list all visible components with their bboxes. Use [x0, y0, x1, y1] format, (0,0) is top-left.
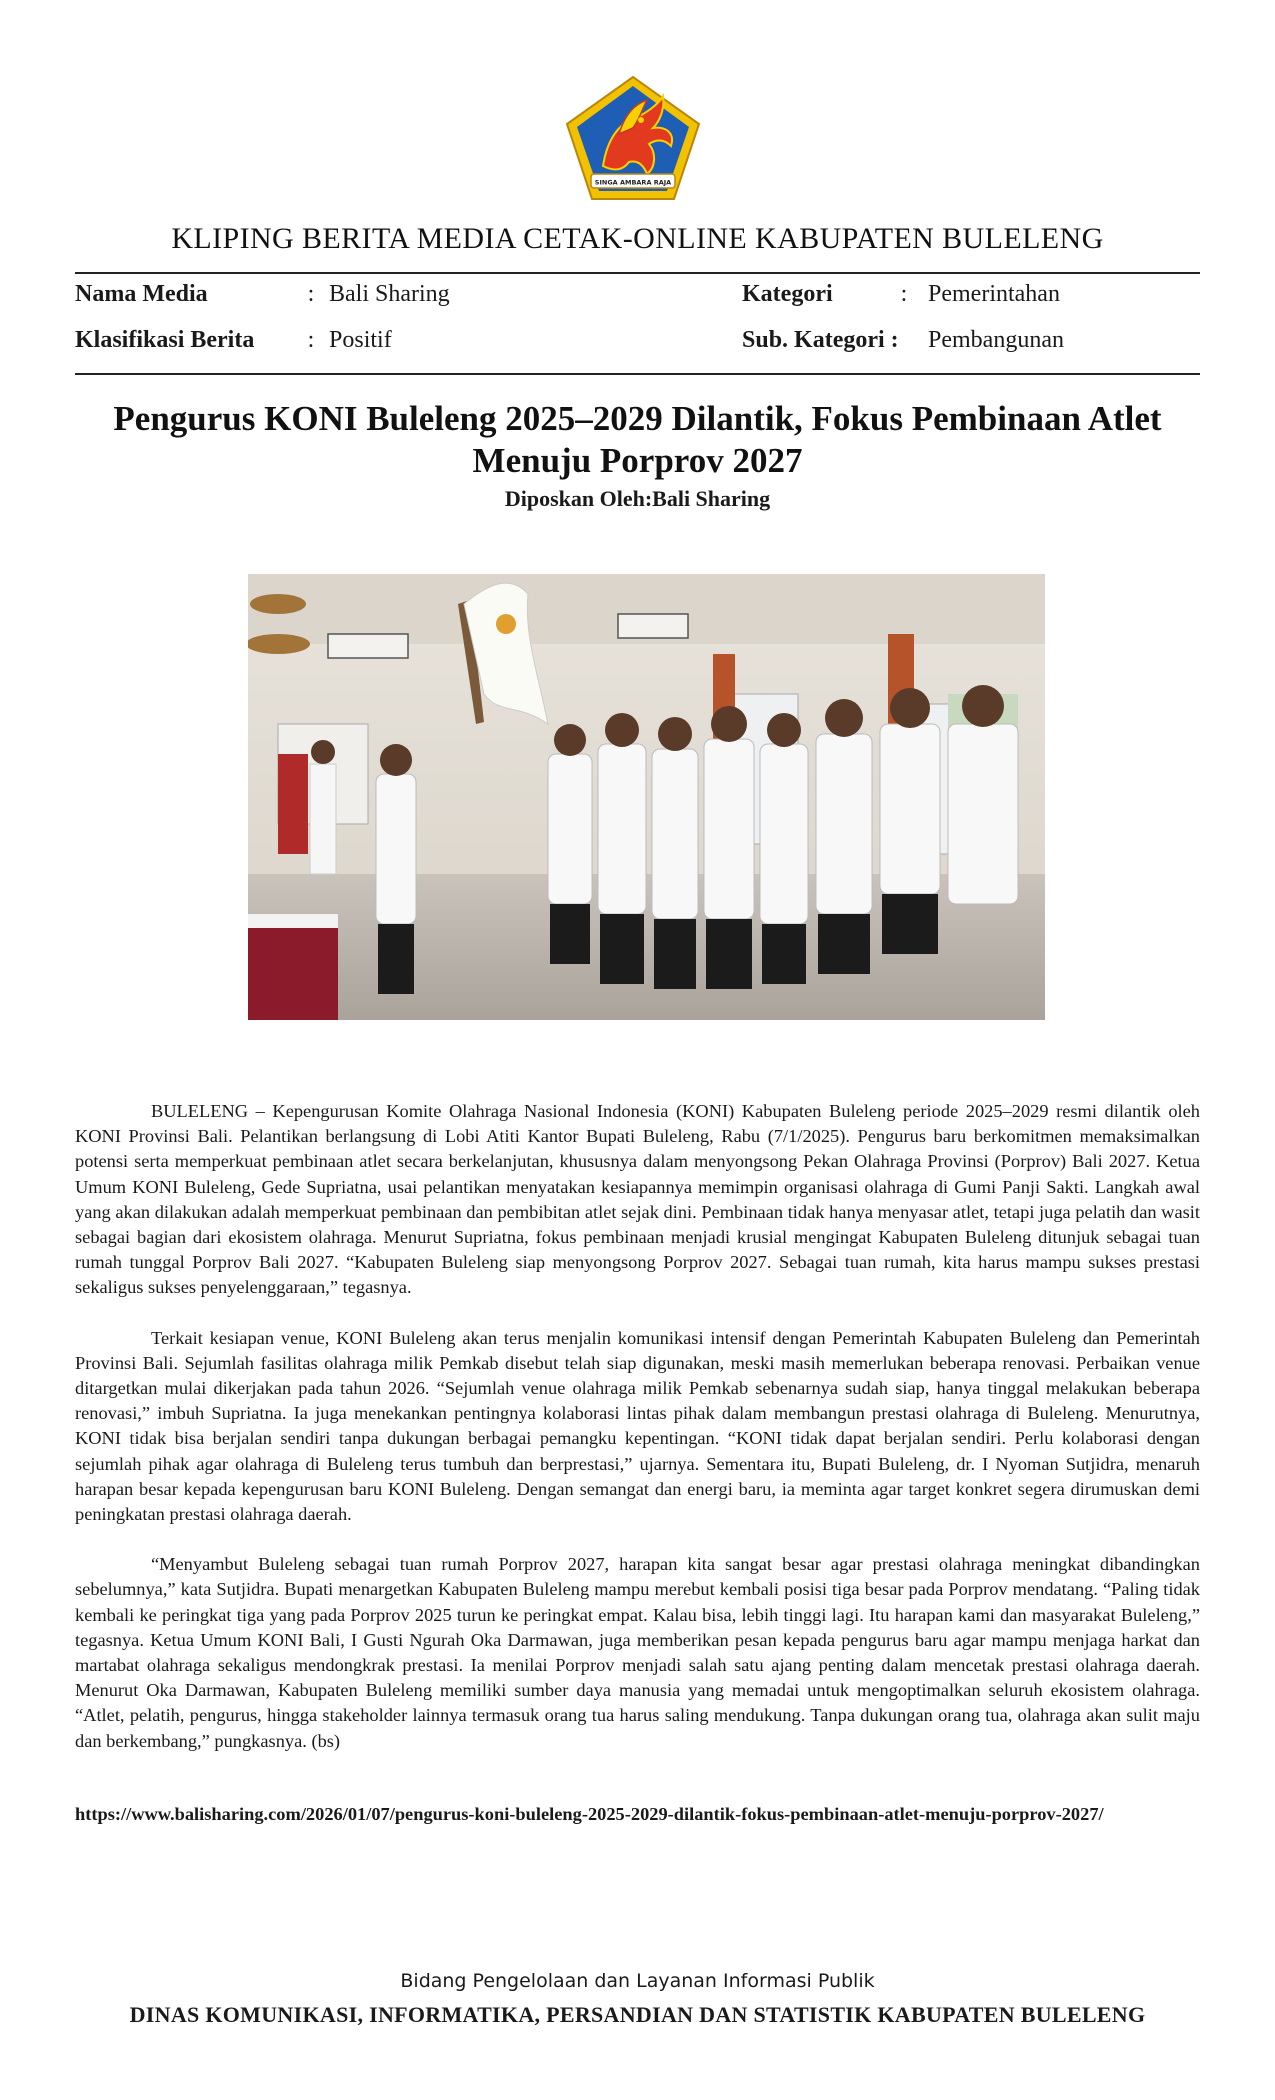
header-bottom-rule — [75, 373, 1200, 375]
meta-klasifikasi — [75, 327, 392, 354]
article-paragraph-1: BULELENG – Kepengurusan Komite Olahraga Nasional Indonesia (KONI) Kabupaten Buleleng periode 2025–2029 resmi dilantik oleh KONI Provinsi Bali. Pelantikan berlangsung di Lobi Atiti Kantor Bupati Buleleng, Rabu (7/1/2025). Pengurus baru berkomitmen memaksimalkan potensi serta memperkuat pembinaan atlet secara berkelanjutan, khususnya dalam menyongsong Pekan Olahraga Provinsi (Porprov) Bali 2027. Ketua Umum KONI Buleleng, Gede Supriatna, usai pelantikan menyatakan kesiapannya memimpin organisasi olahraga di Gumi Panji Sakti. Langkah awal yang akan dilakukan adalah memperkuat pembinaan dan pembibitan atlet sejak dini. Pembinaan tidak hanya menyasar atlet, tetapi juga pelatih dan wasit sebagai bagian dari ekosistem olahraga. Menurut Supriatna, fokus pembinaan menjadi krusial mengingat Kabupaten Buleleng ditunjuk sebagai tuan rumah tunggal Porprov Bali 2027. “Kabupaten Buleleng siap menyongsong Porprov 2027. Sebagai tuan rumah, kita harus mampu sukses prestasi sekaligus sukses penyelenggaraan,” tegasnya. — [75, 1101, 1200, 1298]
header-top-rule — [75, 272, 1200, 274]
colon-separator: : — [900, 281, 908, 307]
colon-separator: : — [307, 281, 315, 307]
article-paragraph-2: Terkait kesiapan venue, KONI Buleleng akan terus menjalin komunikasi intensif dengan Pemerintah Kabupaten Buleleng dan Pemerintah Provinsi Bali. Sejumlah fasilitas olahraga milik Pemkab disebut telah siap digunakan, meski masih memerlukan beberapa renovasi. Perbaikan venue ditargetkan mulai dikerjakan pada tahun 2026. “Sejumlah venue olahraga milik Pemkab sebenarnya sudah siap, hanya tinggal melakukan beberapa renovasi,” imbuh Supriatna. Ia juga menekankan pentingnya kolaborasi lintas pihak dalam membangun prestasi olahraga di Buleleng. Menurutnya, KONI tidak bisa berjalan sendiri tanpa dukungan berbagai pemangku kepentingan. “KONI tidak dapat berjalan sendiri. Perlu kolaborasi dengan sejumlah pihak agar olahraga di Buleleng terus tumbuh dan berprestasi,” ujarnya. Sementara itu, Bupati Buleleng, dr. I Nyoman Sutjidra, menaruh harapan besar kepada kepengurusan baru KONI Buleleng. Dengan semangat dan energi baru, ia meminta agar target konkret segera dirumuskan demi peningkatan prestasi olahraga daerah. — [75, 1327, 1200, 1525]
article-title: Pengurus KONI Buleleng 2025–2029 Dilantik, Fokus Pembinaan Atlet Menuju Porprov 2027 — [113, 399, 1162, 480]
sub-kategori-value: Pembangunan — [928, 327, 1064, 353]
article-paragraph-3: “Menyambut Buleleng sebagai tuan rumah Porprov 2027, harapan kita sangat besar agar prestasi olahraga meningkat dibandingkan sebelumnya,” kata Sutjidra. Bupati menargetkan Kabupaten Buleleng mampu merebut kembali posisi tiga besar pada Porprov mendatang. “Paling tidak kembali ke peringkat tiga yang pada Porprov 2025 turun ke peringkat empat. Kalau bisa, lebih tinggi lagi. Itu harapan kami dan masyarakat Buleleng,” tegasnya. Ketua Umum KONI Bali, I Gusti Ngurah Oka Darmawan, juga memberikan pesan kepada pengurus baru agar mampu menjaga harkat dan martabat olahraga sekaligus mendongkrak prestasi. Ia menilai Porprov menjadi salah satu ajang penting dalam mencetak prestasi olahraga daerah. Menurut Oka Darmawan, Kabupaten Buleleng memiliki sumber daya manusia yang memadai untuk mengoptimalkan seluruh ekosistem olahraga. “Atlet, pelatih, pengurus, hingga stakeholder lainnya termasuk orang tua harus saling mendukung. Tanpa dukungan orang tua, olahraga akan sulit maju dan berkembang,” pungkasnya. (bs) — [75, 1554, 1200, 1751]
meta-sub-kategori — [742, 327, 1064, 354]
meta-kategori — [742, 281, 1060, 308]
nama-media-value: Bali Sharing — [329, 281, 450, 307]
source-url-link[interactable]: https://www.balisharing.com/2026/01/07/pengurus-koni-buleleng-2025-2029-dilantik-fokus-pembinaan-atlet-menuju-porprov-2027/ — [75, 1804, 1104, 1824]
logo-caption: SINGA AMBARA RAJA — [594, 178, 672, 187]
kategori-label: Kategori — [742, 281, 833, 307]
nama-media-label: Nama Media — [75, 281, 208, 307]
meta-nama-media — [75, 281, 450, 308]
document-header-title: KLIPING BERITA MEDIA CETAK-ONLINE KABUPATEN BULELENG — [171, 222, 1104, 255]
footer-division: Bidang Pengelolaan dan Layanan Informasi Publik — [400, 1970, 875, 1992]
footer-agency: DINAS KOMUNIKASI, INFORMATIKA, PERSANDIAN DAN STATISTIK KABUPATEN BULELENG — [129, 2002, 1146, 2027]
colon-separator: : — [307, 327, 315, 353]
article-photo — [248, 574, 1045, 1020]
regency-emblem-logo — [563, 74, 703, 202]
article-body — [75, 1099, 1200, 1779]
klasifikasi-value: Positif — [329, 327, 392, 353]
article-byline: Diposkan Oleh:Bali Sharing — [504, 486, 771, 511]
klasifikasi-label: Klasifikasi Berita — [75, 327, 255, 353]
kategori-value: Pemerintahan — [928, 281, 1060, 307]
sub-kategori-label: Sub. Kategori : — [742, 327, 899, 353]
